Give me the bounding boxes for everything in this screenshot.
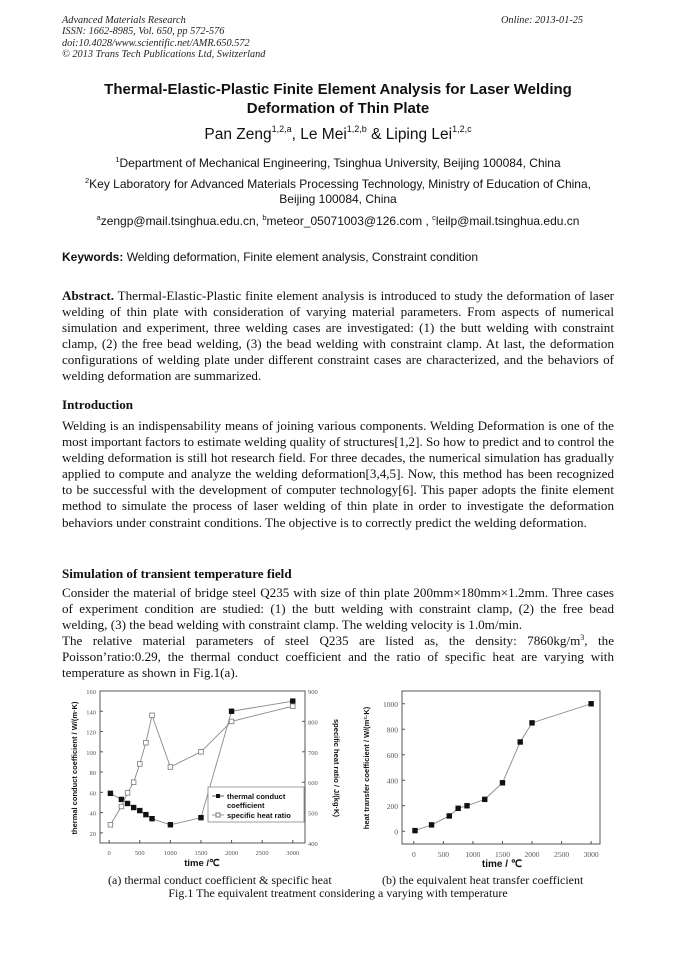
figure-caption-a: (a) thermal conduct coefficient & specific heat [108, 873, 332, 887]
copyright-line: © 2013 Trans Tech Publications Ltd, Switzerland [62, 49, 266, 61]
y-tick-label: 1000 [383, 699, 398, 709]
x-tick-label: 2000 [225, 850, 239, 857]
affiliation-sup: 2 [85, 176, 90, 185]
figure-1a-chart [66, 688, 348, 870]
affiliation-1 [62, 156, 614, 171]
x-tick-label: 2500 [554, 850, 570, 859]
y2-axis-label: specific heat ratio / J/(kg·K) [332, 719, 341, 817]
email-sup: b [262, 213, 267, 222]
email-link[interactable]: meteor_05071003@126.com , [266, 214, 433, 228]
x-tick-label: 500 [437, 850, 449, 859]
author-name: Pan Zeng [204, 126, 272, 143]
data-point-marker [447, 814, 452, 819]
data-point-marker [429, 823, 434, 828]
abstract-label: Abstract. [62, 288, 114, 303]
data-point-marker [131, 805, 136, 810]
x-tick-label: 0 [411, 850, 416, 859]
data-point-marker [144, 740, 149, 745]
keywords [62, 250, 614, 265]
simulation-paragraphs [62, 585, 614, 682]
x-tick-label: 0 [107, 850, 111, 857]
paper-title [62, 80, 614, 118]
data-point-marker [150, 816, 155, 821]
y-tick-label: 400 [386, 776, 398, 786]
doi-line[interactable]: doi:10.4028/www.scientific.net/AMR.650.572 [62, 37, 250, 49]
data-point-marker [199, 750, 204, 755]
affiliation-text: Department of Mechanical Engineering, Tsinghua University, Beijing 100084, China [119, 156, 561, 170]
data-point-marker [168, 822, 173, 827]
section-heading-simulation: Simulation of transient temperature field [62, 566, 292, 581]
data-point-marker [530, 721, 535, 726]
author-name: Le Mei [300, 126, 347, 143]
legend-label: thermal conduct [227, 792, 286, 801]
abstract-text: Thermal-Elastic-Plastic finite element analysis is introduced to study the deformation of laser welding of thin plate with consideration of varying material parameters. From aspects of numerical simulation and experiment, three welding cases are investigated: (1) the butt welding with constraint clamp, (2) the free bead welding, (3) the bead welding with constraint clamp. At last, the deformation configurations of welding plate under different constraint cases are characterized, and the behaviors of welding deformation are summarized. [62, 288, 614, 384]
y-tick-label: 800 [386, 725, 398, 735]
x-tick-label: 1000 [465, 850, 481, 859]
x-tick-label: 3000 [286, 850, 300, 857]
email-sup: a [96, 213, 101, 222]
chart-a-svg [66, 688, 348, 870]
y-axis-label: heat transfer coefficient / W/(m²·K) [362, 706, 371, 830]
chart-b-svg [356, 688, 606, 870]
x-tick-label: 500 [134, 850, 145, 857]
affiliation-text: Key Laboratory for Advanced Materials Processing Technology, Ministry of Education of China, [89, 177, 591, 191]
simulation-paragraph-2 [62, 633, 614, 681]
abstract [62, 288, 614, 385]
superscript: 3 [580, 633, 585, 643]
x-tick-label: 1000 [163, 850, 177, 857]
y-tick-label: 160 [86, 689, 96, 696]
data-point-marker [413, 828, 418, 833]
data-point-marker [500, 781, 505, 786]
data-point-marker [108, 791, 113, 796]
y2-tick-label: 900 [308, 689, 318, 696]
keywords-label: Keywords: [62, 250, 124, 264]
data-point-marker [131, 780, 136, 785]
section-heading-introduction: Introduction [62, 397, 134, 412]
email-sup: c [432, 213, 436, 222]
y2-tick-label: 500 [308, 810, 318, 818]
data-point-marker [589, 701, 594, 706]
y-tick-label: 40 [89, 810, 96, 818]
y-tick-label: 120 [86, 729, 96, 737]
data-point-marker [125, 791, 130, 796]
title-line-2: Deformation of Thin Plate [246, 100, 430, 117]
y-tick-label: 0 [394, 827, 398, 837]
x-axis-label: time /℃ [184, 858, 220, 869]
email-link[interactable]: leilp@mail.tsinghua.edu.cn [435, 214, 580, 228]
data-point-marker [168, 765, 173, 770]
data-point-marker [125, 801, 130, 806]
journal-name: Advanced Materials Research [62, 15, 186, 26]
figure-1b-chart [356, 688, 606, 870]
y-tick-label: 60 [89, 790, 96, 798]
data-point-marker [229, 709, 234, 714]
data-point-marker [137, 808, 142, 813]
y2-tick-label: 800 [308, 719, 318, 727]
email-list [62, 214, 614, 229]
keywords-text: Welding deformation, Finite element analysis, Constraint condition [123, 250, 478, 264]
running-header-left [62, 15, 265, 61]
simulation-paragraph-1: Consider the material of bridge steel Q235 with size of thin plate 200mm×180mm×1.2mm. Three cases of experiment condition are studied: (1) the butt welding with constraint clamp, (2) the free bead welding, (3) the bead welding with constraint clamp. The welding velocity is 1.0m/min. [62, 585, 614, 633]
author-list [62, 126, 614, 144]
affiliation-sup: 1 [115, 155, 120, 164]
legend-marker-filled [216, 794, 220, 798]
legend-label: coefficient [227, 801, 265, 810]
data-point-marker [482, 797, 487, 802]
data-point-marker [456, 806, 461, 811]
legend-marker-open [216, 813, 220, 817]
data-point-marker [119, 797, 124, 802]
y-tick-label: 100 [86, 749, 96, 757]
figure-caption: Fig.1 The equivalent treatment considering a varying with temperature [168, 886, 508, 900]
affiliation-text-line-2: Beijing 100084, China [279, 192, 397, 206]
data-point-marker [465, 803, 470, 808]
x-axis-label: time / ℃ [481, 859, 523, 870]
author-affil-sup: 1,2,a [271, 124, 292, 134]
x-tick-label: 3000 [583, 850, 599, 859]
y-tick-label: 140 [86, 709, 96, 717]
affiliation-2 [62, 177, 614, 207]
y2-tick-label: 700 [308, 749, 318, 757]
y2-tick-label: 400 [308, 841, 318, 848]
y-tick-label: 200 [386, 801, 398, 811]
data-point-marker [119, 804, 124, 809]
email-link[interactable]: zengp@mail.tsinghua.edu.cn, [100, 214, 263, 228]
y-axis-label: thermal conduct coefficient / W/(m·K) [70, 701, 79, 835]
y-tick-label: 80 [89, 770, 96, 778]
author-affil-sup: 1,2,b [346, 124, 367, 134]
introduction-paragraph: Welding is an indispensability means of joining various components. Welding Deformation is one of the most important factors to estimate welding quality of structures[1,2]. So how to predict and to control the welding deformation is still hot research field. For three decades, the numerical simulation has gradually applied to compute and analyze the welding deformation[3,4,5]. Now, this method has been recognized to be successful with the development of computer technology[6]. This paper adopts the finite element method to simulate the process of laser welding of thin plate in order to investigate the deformation behaviors under constraint conditions. The objective is to correctly predict the welding deformation. [62, 418, 615, 530]
y-tick-label: 20 [89, 830, 96, 838]
x-tick-label: 2500 [255, 850, 269, 857]
plot-frame [402, 691, 600, 844]
figure-caption-b: (b) the equivalent heat transfer coefficient [382, 873, 584, 887]
x-tick-label: 1500 [194, 850, 208, 857]
title-line-1: Thermal-Elastic-Plastic Finite Element Analysis for Laser Welding [104, 81, 572, 98]
online-date: Online: 2013-01-25 [501, 15, 584, 26]
data-point-marker [144, 812, 149, 817]
data-point-marker [229, 719, 234, 724]
data-point-marker [137, 762, 142, 767]
y2-tick-label: 600 [308, 780, 318, 788]
para-text: , the Poisson’ratio:0.29, the thermal conduct coefficient and the ratio of specific heat are varying with temperature as shown in Fig.1(a). [62, 633, 615, 681]
chart-legend [208, 787, 304, 822]
author-separator: & [366, 126, 386, 143]
author-affil-sup: 1,2,c [452, 124, 472, 134]
legend-label: specific heat ratio [227, 811, 291, 820]
issn-line: ISSN: 1662-8985, Vol. 650, pp 572-576 [62, 26, 225, 38]
data-point-marker [290, 699, 295, 704]
data-point-marker [150, 713, 155, 718]
x-tick-label: 2000 [524, 850, 540, 859]
data-point-marker [518, 740, 523, 745]
para-text: The relative material parameters of steel Q235 are listed as, the density: 7860kg/m [62, 633, 581, 649]
y-tick-label: 600 [386, 750, 398, 760]
author-separator: , [291, 126, 301, 143]
author-name: Liping Lei [385, 126, 453, 143]
data-point-marker [290, 704, 295, 709]
data-point-marker [199, 815, 204, 820]
series-line [415, 704, 591, 831]
data-point-marker [108, 822, 113, 827]
x-tick-label: 1500 [494, 850, 510, 859]
